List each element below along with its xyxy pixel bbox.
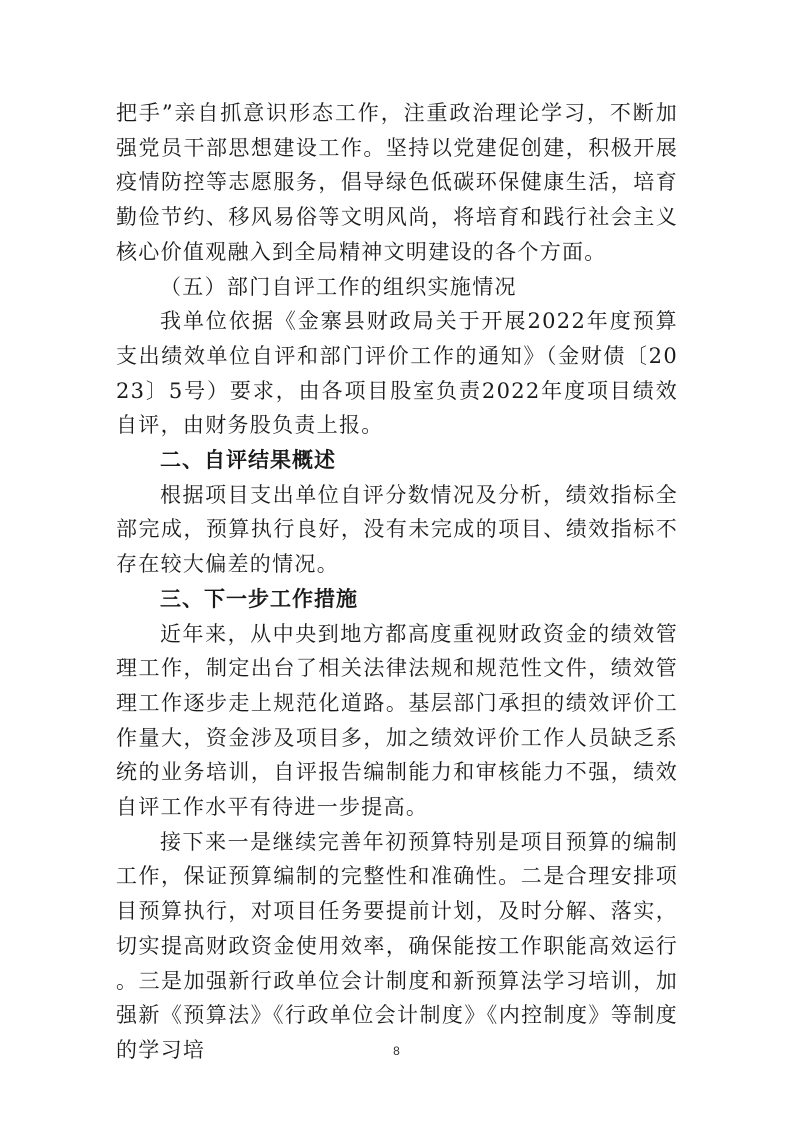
paragraph-next-steps: 接下来一是继续完善年初预算特别是项目预算的编制工作，保证预算编制的完整性和准确性。二是合理安排项目预算执行，对项目任务要提前计划，及时分解、落实，切实提高财政资金使用效率，确保能按工作职能高效运行。三是加强新行政单位会计制度和新预算法学习培训，加强新《预算法》《行政单位会计制度》《内控制度》等制度的学习培: [116, 829, 678, 1062]
heading-section-2: 二、自评结果概述: [160, 448, 336, 473]
page-number: 8: [393, 1044, 400, 1058]
paragraph-continuation: 把手”亲自抓意识形态工作，注重政治理论学习，不断加强党员干部思想建设工作。坚持以党建促创建，积极开展疫情防控等志愿服务，倡导绿色低碳环保健康生活，培育勤俭节约、移风易俗等文明风尚，将培育和践行社会主义核心价值观融入到全局精神文明建设的各个方面。: [116, 101, 678, 264]
subheading-section-5: （五）部门自评工作的组织实施情况: [160, 274, 517, 299]
paragraph-background: 近年来，从中央到地方都高度重视财政资金的绩效管理工作，制定出台了相关法律法规和规范性文件，绩效管理工作逐步走上规范化道路。基层部门承担的绩效评价工作量大，资金涉及项目多，加之绩效评价工作人员缺乏系统的业务培训，自评报告编制能力和审核能力不强，绩效自评工作水平有待进一步提高。: [116, 621, 678, 820]
paragraph-organization: 我单位依据《金寨县财政局关于开展2022年度预算支出绩效单位自评和部门评价工作的通知》（金财债〔2023〕5号）要求，由各项目股室负责2022年度项目绩效自评，由财务股负责上报。: [116, 309, 678, 438]
document-body: [116, 96, 678, 1068]
paragraph-results-summary: 根据项目支出单位自评分数情况及分析，绩效指标全部完成，预算执行良好，没有未完成的项目、绩效指标不存在较大偏差的情况。: [116, 482, 678, 577]
heading-section-3: 三、下一步工作措施: [160, 586, 358, 611]
